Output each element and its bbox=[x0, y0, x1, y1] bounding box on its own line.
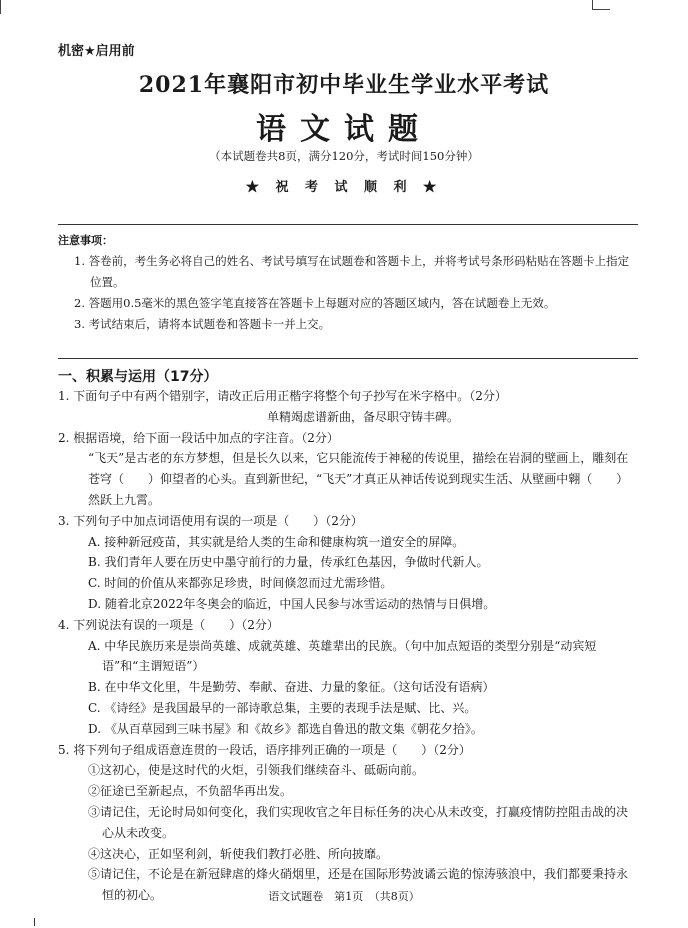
crop-mark-bottom bbox=[34, 918, 35, 926]
top-divider bbox=[58, 224, 638, 225]
questions-block bbox=[58, 386, 638, 906]
question-4-option-d: D. 《从百草园到三味书屋》和《故乡》都选自鲁迅的散文集《朝花夕拾》。 bbox=[88, 721, 483, 736]
question-5-sentence-2: ②征途已至新起点，不负韶华再出发。 bbox=[88, 784, 293, 799]
subject-title: 语文试题 bbox=[256, 112, 432, 147]
notice-item: 2. 答题用0.5毫米的黑色签字笔直接答在答题卡上每题对应的答题区域内，答在试题卷上无效。 bbox=[74, 296, 556, 310]
question-4-option-c: C. 《诗经》是我国最早的一部诗歌总集，主要的表现手法是赋、比、兴。 bbox=[88, 700, 477, 715]
exam-title: 2021年襄阳市初中毕业生学业水平考试 bbox=[138, 72, 550, 98]
notice-item: 1. 答卷前，考生务必将自己的姓名、考试号填写在试题卷和答题卡上，并将考试号条形码粘贴在答题卡上指定位置。 bbox=[74, 254, 630, 289]
section-title: 一、积累与运用（17分） bbox=[58, 369, 218, 385]
good-luck-wish: ★ 祝 考 试 顺 利 ★ bbox=[245, 180, 443, 195]
question-4-option-a: A. 中华民族历来是崇尚英雄、成就英雄、英雄辈出的民族。（句中加点短语的类型分别是“动宾短语”和“主谓短语”） bbox=[88, 638, 597, 674]
question-5-sentence-5: ⑤请记住，不论是在新冠肆虐的烽火硝烟里，还是在国际形势波谲云诡的惊涛骇浪中，我们都要秉持永恒的初心。 bbox=[88, 867, 629, 903]
question-3-option-a: A. 接种新冠疫苗，其实就是给人类的生命和健康构筑一道安全的屏障。 bbox=[88, 534, 465, 549]
question-2-passage: “飞天”是古老的东方梦想，但是长久以来，它只能流传于神秘的传说里，描绘在岩洞的壁画上，雕刻在苍穹（ ）仰望者的心头。直到新世纪，“飞天”才真正从神话传说到现实生活、从壁画中翱（ ）然跃上九霄。 bbox=[88, 451, 629, 507]
question-1-sentence: 单精竭虑谱新曲，备尽职守铸丰碑。 bbox=[266, 409, 459, 424]
question-5: 5. 将下列句子组成语意连贯的一段话，语序排列正确的一项是（ ）（2分） bbox=[58, 742, 471, 757]
question-1: 1. 下面句子中有两个错别字，请改正后用正楷字将整个句子抄写在米字格中。（2分） bbox=[58, 389, 507, 403]
question-5-sentence-4: ④这决心，正如坚利剑，斩使我们教打必胜、所向披靡。 bbox=[88, 846, 389, 861]
exam-info: （本试题卷共8页，满分120分，考试时间150分钟） bbox=[209, 149, 479, 163]
question-3-option-b: B. 我们青年人要在历史中墨守前行的力量，传承红色基因，争做时代新人。 bbox=[88, 555, 489, 570]
crop-mark-left bbox=[0, 0, 1, 14]
question-2: 2. 根据语境，给下面一段话中加点的字注音。（2分） bbox=[58, 430, 339, 445]
notice-block bbox=[58, 230, 638, 335]
question-3-option-c: C. 时间的价值从来都弥足珍贵，时间倏忽而过尤需珍惜。 bbox=[88, 576, 393, 591]
bottom-divider bbox=[58, 358, 638, 359]
page-footer: 语文试题卷 第1页 （共8页） bbox=[268, 890, 420, 903]
notice-item: 3. 考试结束后，请将本试题卷和答题卡一并上交。 bbox=[74, 317, 331, 331]
question-5-sentence-3: ③请记住，无论时局如何变化，我们实现收官之年目标任务的决心从未改变，打赢疫情防控阻击战的决心从未改变。 bbox=[88, 804, 629, 840]
secret-mark: 机密★启用前 bbox=[58, 44, 135, 59]
question-3: 3. 下列句子中加点词语使用有误的一项是（ ）（2分） bbox=[58, 513, 363, 528]
question-5-sentence-1: ①这初心，使是这时代的火炬，引领我们继续奋斗、砥砺向前。 bbox=[88, 763, 425, 778]
question-3-option-d: D. 随着北京2022年冬奥会的临近，中国人民参与冰雪运动的热情与日俱增。 bbox=[88, 596, 496, 611]
question-4-option-b: B. 在中华文化里，牛是勤劳、奉献、奋进、力量的象征。（这句话没有语病） bbox=[88, 680, 495, 695]
notice-heading: 注意事项： bbox=[58, 234, 113, 247]
question-4: 4. 下列说法有误的一项是（ ）（2分） bbox=[58, 617, 279, 632]
crop-mark-right-h bbox=[592, 9, 610, 10]
